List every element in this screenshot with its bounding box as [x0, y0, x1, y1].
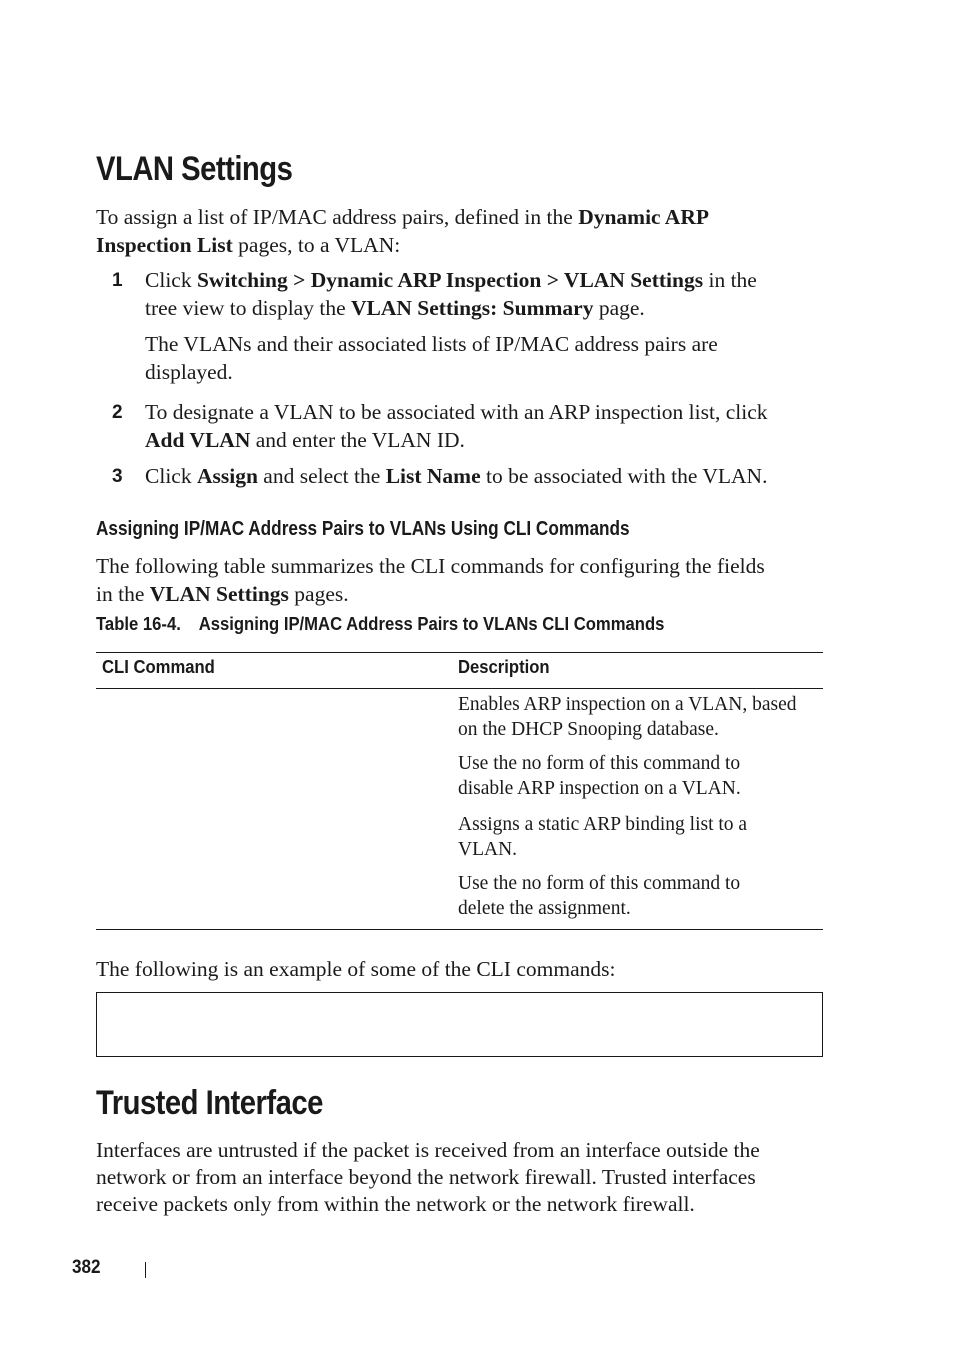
step-2-line1: To designate a VLAN to be associated with an ARP inspection list, click	[145, 400, 768, 424]
step-number-3: 3	[112, 466, 123, 487]
subsection-intro-line2: in the VLAN Settings pages.	[96, 582, 349, 606]
step-1-line1: Click Switching > Dynamic ARP Inspection > VLAN Settings in the	[145, 268, 757, 292]
table-top-rule	[96, 652, 823, 653]
intro-paragraph-line2: Inspection List pages, to a VLAN:	[96, 233, 401, 257]
step-2-line2: Add VLAN and enter the VLAN ID.	[145, 428, 465, 452]
code-example-text	[97, 993, 822, 1005]
table-cell-description-line1: Enables ARP inspection on a VLAN, based	[458, 694, 797, 715]
step-1-note-line2: displayed.	[145, 360, 233, 384]
trusted-paragraph-line2: network or from an interface beyond the network firewall. Trusted interfaces	[96, 1165, 756, 1189]
step-number-2: 2	[112, 402, 123, 423]
section-title-trusted-interface: Trusted Interface	[96, 1084, 323, 1122]
table-cell-description-line2: delete the assignment.	[458, 898, 631, 919]
intro-paragraph-line1: To assign a list of IP/MAC address pairs, defined in the Dynamic ARP	[96, 205, 709, 229]
table-header-description: Description	[458, 656, 550, 677]
table-header-cli-command: CLI Command	[102, 656, 215, 677]
table-cell-description-line1: Assigns a static ARP binding list to a	[458, 814, 748, 835]
table-header-rule	[96, 688, 823, 689]
step-number-1: 1	[112, 270, 123, 291]
subsection-intro-line1: The following table summarizes the CLI commands for configuring the fields	[96, 554, 765, 578]
table-caption: Table 16-4. Assigning IP/MAC Address Pairs to VLANs CLI Commands	[96, 613, 665, 634]
step-3-line1: Click Assign and select the List Name to be associated with the VLAN.	[145, 464, 768, 488]
step-1-note-line1: The VLANs and their associated lists of IP/MAC address pairs are	[145, 332, 718, 356]
subsection-title-cli: Assigning IP/MAC Address Pairs to VLANs Using CLI Commands	[96, 518, 630, 540]
table-bottom-rule	[96, 929, 823, 930]
footer-divider	[145, 1262, 146, 1278]
step-1-line2: tree view to display the VLAN Settings: Summary page.	[145, 296, 645, 320]
example-intro: The following is an example of some of the CLI commands:	[96, 957, 616, 981]
page-number: 382	[72, 1257, 101, 1278]
table-cell-description-line2: on the DHCP Snooping database.	[458, 719, 719, 740]
table-cell-description-line1: Use the no form of this command to	[458, 873, 741, 894]
trusted-paragraph-line3: receive packets only from within the network or the network firewall.	[96, 1192, 695, 1216]
table-cell-description-line1: Use the no form of this command to	[458, 753, 741, 774]
table-cell-description-line2: VLAN.	[458, 839, 518, 860]
code-example-box	[96, 992, 823, 1057]
trusted-paragraph-line1: Interfaces are untrusted if the packet is received from an interface outside the	[96, 1138, 760, 1162]
section-title-vlan-settings: VLAN Settings	[96, 150, 293, 188]
table-cell-description-line2: disable ARP inspection on a VLAN.	[458, 778, 741, 799]
